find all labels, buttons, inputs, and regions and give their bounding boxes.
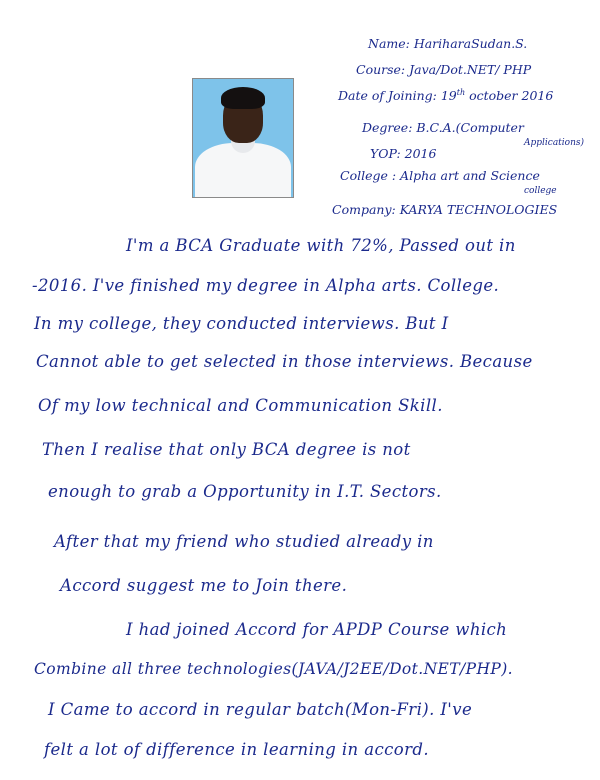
info-degree: Degree: B.C.A.(Computer: [362, 120, 524, 135]
body-line-12: I Came to accord in regular batch(Mon-Fri). I've: [48, 700, 473, 719]
info-degree-continued: Applications): [524, 138, 585, 148]
body-line-6: Then I realise that only BCA degree is not: [42, 440, 411, 459]
student-photo: [192, 78, 294, 198]
body-line-2: -2016. I've finished my degree in Alpha arts. College.: [32, 276, 500, 295]
info-company: Company: KARYA TECHNOLOGIES: [332, 202, 558, 217]
body-line-1: I'm a BCA Graduate with 72%, Passed out in: [126, 236, 516, 255]
info-college: College : Alpha art and Science: [340, 168, 540, 183]
body-line-13: felt a lot of difference in learning in accord.: [44, 740, 429, 759]
info-yop: YOP: 2016: [370, 146, 437, 161]
info-college-continued: college: [524, 186, 557, 196]
info-date-of-joining: Date of Joining: 19th october 2016: [338, 88, 554, 104]
body-line-8: After that my friend who studied already in: [54, 532, 434, 551]
body-line-5: Of my low technical and Communication Skill.: [38, 396, 443, 415]
body-line-10: I had joined Accord for APDP Course which: [126, 620, 508, 639]
body-line-4: Cannot able to get selected in those interviews. Because: [36, 352, 533, 371]
body-line-3: In my college, they conducted interviews. But I: [34, 314, 449, 333]
body-line-9: Accord suggest me to Join there.: [60, 576, 348, 595]
body-line-11: Combine all three technologies(JAVA/J2EE/Dot.NET/PHP).: [34, 660, 513, 678]
info-course: Course: Java/Dot.NET/ PHP: [356, 62, 532, 77]
body-line-7: enough to grab a Opportunity in I.T. Sectors.: [48, 482, 442, 501]
photo-hair: [221, 87, 265, 109]
info-name: Name: HariharaSudan.S.: [368, 36, 528, 51]
